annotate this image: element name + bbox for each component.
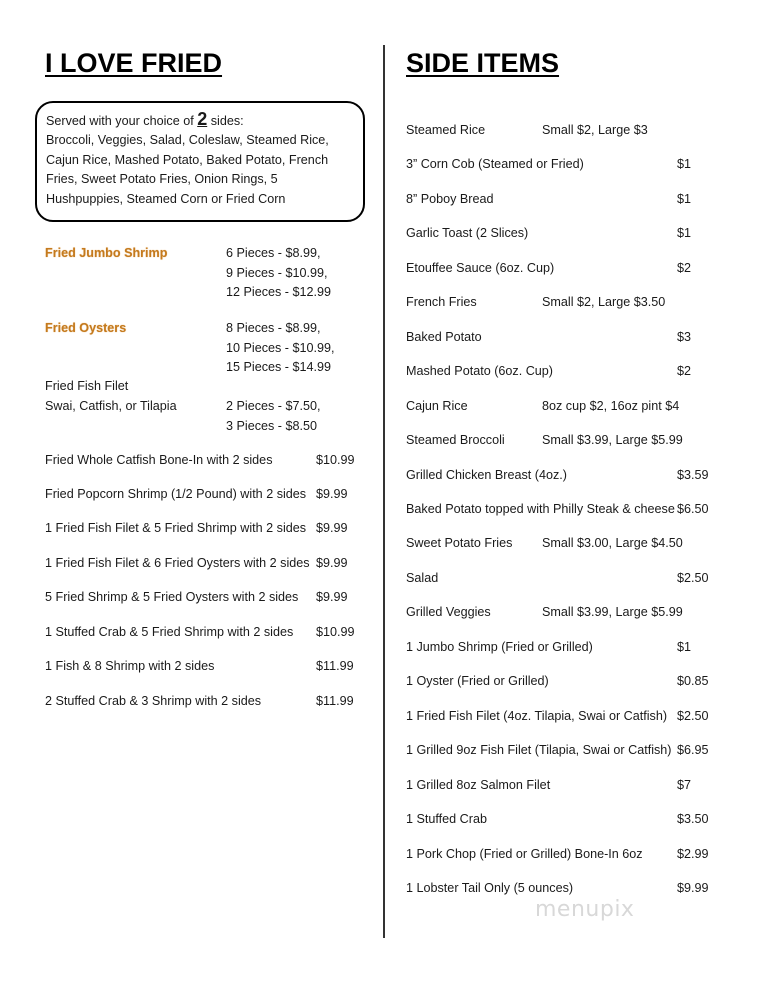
shrimp-item-name: Fried Jumbo Shrimp [45,246,168,260]
fish-item-sub: Swai, Catfish, or Tilapia [45,399,177,413]
oysters-price-line: 10 Pieces - $10.99, [226,340,335,355]
shrimp-price-line: 9 Pieces - $10.99, [226,265,328,280]
combo-price: $9.99 [316,521,348,535]
combo-name: 5 Fried Shrimp & 5 Fried Oysters with 2 sides [45,590,299,604]
side-item-price: $1 [677,191,692,206]
side-item-price: $2.50 [677,570,709,585]
side-item-name: 1 Stuffed Crab [406,812,487,826]
combo-name: Fried Whole Catfish Bone-In with 2 sides [45,453,273,467]
side-item-row [406,844,716,864]
side-item-row [406,809,716,829]
side-item-row [406,878,716,898]
side-item-name: French Fries [406,295,477,310]
side-item-price: $2 [677,364,692,379]
side-item-name: Salad [406,570,439,585]
fish-prices [226,397,321,436]
side-item-price: $6.50 [677,502,709,516]
side-item-row [406,637,716,657]
side-item-row [406,775,716,795]
sides-list: Broccoli, Veggies, Salad, Coleslaw, Steamed Rice, Cajun Rice, Mashed Potato, Baked Potato, French Fries, Sweet Potato Fries, Onion Rings, 5 Hushpuppies, Steamed Corn or Fried Corn [46,133,329,206]
combo-item [45,450,360,470]
side-item-price: $1 [677,639,692,654]
combo-price: $10.99 [316,453,355,467]
combo-item [45,656,360,676]
side-item-name: Mashed Potato (6oz. Cup) [406,364,554,379]
side-item-row [406,258,716,278]
side-item-name: 3” Corn Cob (Steamed or Fried) [406,157,584,172]
side-item-row [406,189,716,209]
side-item-price: $2.99 [677,846,709,861]
side-item-row [406,465,716,485]
side-item-price: $7 [677,777,692,792]
side-item-row [406,740,716,760]
side-item-name: Steamed Broccoli [406,433,505,448]
side-item-name: Etouffee Sauce (6oz. Cup) [406,260,555,275]
side-item-row [406,396,716,416]
fried-section-title: I LOVE FRIED [45,48,223,78]
side-item-price: $2.50 [677,708,709,723]
side-item-name: Baked Potato [406,329,482,344]
side-item-name: 1 Grilled 8oz Salmon Filet [406,777,551,792]
side-item-row [406,430,716,450]
side-item-name: 1 Grilled 9oz Fish Filet (Tilapia, Swai or Catfish) [406,743,672,758]
combo-item [45,622,360,642]
side-item-row [406,671,716,691]
sides-intro-prefix: Served with your choice of [46,114,198,128]
side-item-row [406,154,716,174]
side-item-size-price: Small $3.00, Large $4.50 [542,536,683,551]
side-item-name: Cajun Rice [406,398,468,413]
combo-item [45,553,360,573]
side-item-name: 1 Oyster (Fried or Grilled) [406,674,549,689]
column-divider [383,45,385,938]
watermark-logo: menupix [535,897,635,922]
side-item-row [406,568,716,588]
side-item-row [406,292,716,312]
combo-item [45,691,360,711]
side-item-size-price: Small $3.99, Large $5.99 [542,605,683,620]
combo-name: Fried Popcorn Shrimp (1/2 Pound) with 2 sides [45,487,307,501]
fish-item-name: Fried Fish Filet [45,379,129,393]
combo-item [45,587,360,607]
side-item-price: $1 [677,157,692,172]
side-item-row [406,533,716,553]
combo-price: $9.99 [316,487,348,501]
sides-intro-suffix: sides: [207,114,244,128]
combo-price: $11.99 [316,659,354,673]
side-item-name: 1 Fried Fish Filet (4oz. Tilapia, Swai or Catfish) [406,708,668,723]
combo-price: $11.99 [316,694,354,708]
side-item-name: Grilled Chicken Breast (4oz.) [406,467,567,482]
side-item-name: Steamed Rice [406,123,486,137]
combo-item [45,518,360,538]
combo-item [45,484,360,504]
side-item-price: $3 [677,329,692,344]
side-item-row [406,120,716,140]
combo-name: 1 Stuffed Crab & 5 Fried Shrimp with 2 sides [45,625,294,639]
side-item-size-price: Small $3.99, Large $5.99 [542,433,683,448]
side-item-price: $3.50 [677,812,709,826]
combo-name: 2 Stuffed Crab & 3 Shrimp with 2 sides [45,694,262,708]
side-item-name: 8” Poboy Bread [406,191,494,206]
side-item-row [406,706,716,726]
oysters-price-line: 15 Pieces - $14.99 [226,360,332,374]
side-item-name: 1 Lobster Tail Only (5 ounces) [406,880,574,895]
side-item-price: $3.59 [677,467,709,482]
combo-price: $9.99 [316,590,348,604]
side-item-row [406,327,716,347]
shrimp-price-line: 12 Pieces - $12.99 [226,285,332,299]
side-item-price: $6.95 [677,743,709,758]
combo-name: 1 Fish & 8 Shrimp with 2 sides [45,659,215,673]
shrimp-prices [226,244,331,303]
side-item-size-price: Small $2, Large $3.50 [542,295,666,310]
combo-name: 1 Fried Fish Filet & 6 Fried Oysters with 2 sides [45,556,310,570]
side-item-name: 1 Jumbo Shrimp (Fried or Grilled) [406,639,593,654]
side-item-size-price: 8oz cup $2, 16oz pint $4 [542,398,680,413]
side-item-row [406,361,716,381]
side-item-name: Sweet Potato Fries [406,536,513,551]
combo-price: $10.99 [316,625,355,639]
side-item-price: $2 [677,260,692,275]
combo-name: 1 Fried Fish Filet & 5 Fried Shrimp with 2 sides [45,521,307,535]
side-item-row [406,602,716,622]
side-item-price: $1 [677,226,692,241]
side-item-size-price: Small $2, Large $3 [542,123,648,137]
side-item-price: $9.99 [677,880,709,895]
fish-price-line: 2 Pieces - $7.50, [226,399,321,413]
combo-price: $9.99 [316,556,348,570]
fish-price-line: 3 Pieces - $8.50 [226,418,318,433]
side-item-name: Grilled Veggies [406,605,491,620]
oysters-prices [226,319,335,378]
sides-count: 2 [197,109,208,129]
side-item-price: $0.85 [677,674,709,689]
side-items-title: SIDE ITEMS [406,48,560,78]
side-item-row [406,499,716,519]
sides-choice-box [35,101,365,222]
shrimp-price-line: 6 Pieces - $8.99, [226,246,321,260]
side-item-name: 1 Pork Chop (Fried or Grilled) Bone-In 6oz [406,846,643,861]
side-item-name: Baked Potato topped with Philly Steak & cheese [406,502,675,516]
side-item-name: Garlic Toast (2 Slices) [406,226,529,241]
oysters-item-name: Fried Oysters [45,321,127,335]
oysters-price-line: 8 Pieces - $8.99, [226,321,321,335]
side-item-row [406,223,716,243]
